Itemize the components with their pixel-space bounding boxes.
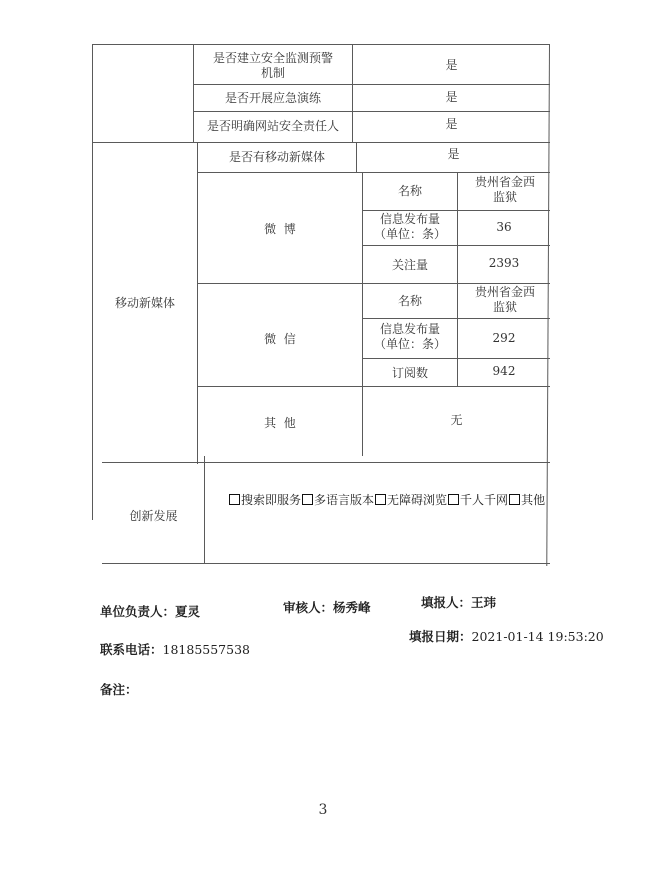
checkbox-multilingual[interactable] [302, 494, 313, 505]
weixin-posts-label: 信息发布量 （单位：条） [373, 322, 446, 351]
filler-label: 填报人： [421, 595, 472, 610]
filler [421, 593, 496, 611]
weixin-sub-value: 942 [492, 364, 516, 378]
emergency-drill-value: 是 [445, 90, 458, 104]
other-media-value: 无 [450, 413, 463, 427]
fill-date-label: 填报日期： [409, 629, 472, 644]
reviewer [283, 598, 371, 616]
checkbox-other[interactable] [509, 494, 520, 505]
reviewer-label: 审核人： [283, 600, 334, 615]
other-media-label: 其 他 [264, 416, 296, 430]
unit-owner-label: 单位负责人： [100, 604, 176, 619]
option-multilingual: 多语言版本 [314, 493, 375, 507]
security-owner-value: 是 [445, 117, 458, 131]
checkbox-search-service[interactable] [229, 494, 240, 505]
innovation-label: 创新发展 [129, 509, 178, 523]
weibo-name-value: 贵州省金西监狱 [474, 175, 535, 204]
safety-monitoring-label: 是否建立安全监测预警 机制 [212, 51, 333, 80]
unit-owner [100, 602, 200, 620]
option-accessible: 无障碍浏览 [387, 493, 448, 507]
fill-date [409, 627, 604, 645]
unit-owner-value: 夏灵 [175, 604, 201, 619]
option-personalized: 千人千网 [460, 493, 509, 507]
innovation-options [228, 491, 545, 508]
media-section-label: 移动新媒体 [114, 296, 175, 310]
weixin-sub-label: 订阅数 [391, 366, 428, 380]
checkbox-accessible[interactable] [375, 494, 386, 505]
option-search-service: 搜索即服务 [241, 493, 302, 507]
weibo-name-label: 名称 [397, 184, 422, 198]
has-media-value: 是 [447, 147, 460, 161]
weibo-label: 微 博 [264, 222, 296, 236]
fill-date-value: 2021-01-14 19:53:20 [471, 629, 604, 644]
emergency-drill-label: 是否开展应急演练 [224, 91, 321, 105]
weixin-label: 微 信 [264, 332, 296, 346]
weibo-posts-value: 36 [496, 220, 512, 234]
contact-phone-value: 18185557538 [162, 642, 250, 657]
weixin-posts-value: 292 [492, 331, 516, 345]
option-other: 其他 [521, 493, 546, 507]
has-media-label: 是否有移动新媒体 [228, 150, 325, 164]
weixin-name-value: 贵州省金西监狱 [474, 285, 535, 314]
filler-value: 王玮 [471, 595, 497, 610]
reviewer-value: 杨秀峰 [333, 600, 371, 615]
weibo-follow-value: 2393 [488, 256, 520, 270]
notes-label: 备注： [100, 682, 138, 697]
weibo-follow-label: 关注量 [391, 258, 428, 272]
contact-phone-label: 联系电话： [100, 642, 163, 657]
security-owner-label: 是否明确网站安全责任人 [206, 119, 339, 133]
checkbox-personalized[interactable] [448, 494, 459, 505]
weixin-name-label: 名称 [397, 294, 422, 308]
page-number: 3 [318, 802, 328, 818]
weibo-posts-label: 信息发布量 （单位：条） [373, 212, 446, 241]
safety-monitoring-value: 是 [445, 58, 458, 72]
contact-phone [100, 640, 250, 658]
